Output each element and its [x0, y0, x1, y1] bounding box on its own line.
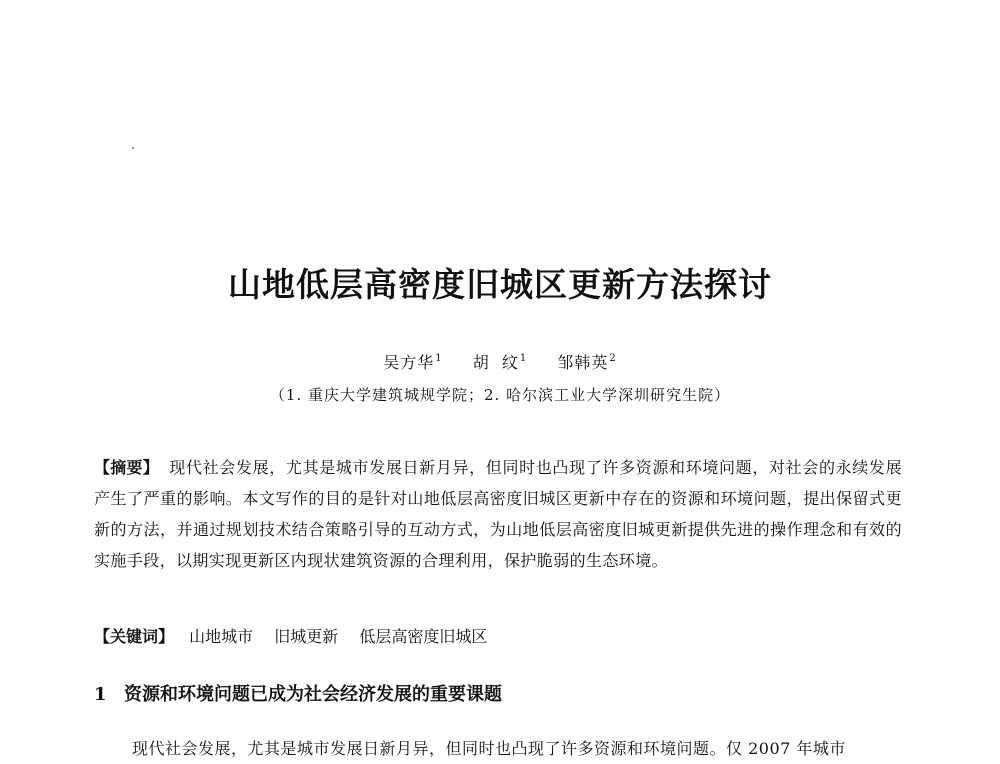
author-name: 邹韩英 [557, 353, 609, 372]
abstract [94, 452, 902, 576]
keywords [94, 622, 902, 652]
author-3 [557, 347, 616, 375]
author-name: 胡 纹 [472, 353, 519, 372]
section-heading [94, 680, 902, 710]
keyword-item: 山地城市 [189, 627, 254, 646]
abstract-text: 现代社会发展，尤其是城市发展日新月异，但同时也凸现了许多资源和环境问题，对社会的永续发展产生了严重的影响。本文写作的目的是针对山地低层高密度旧城区更新中存在的资源和环境问题，提出保留式更新的方法，并通过规划技术结合策略引导的互动方式，为山地低层高密度旧城更新提供先进的操作理念和有效的实施手段，以期实现更新区内现状建筑资源的合理利用，保护脆弱的生态环境。 [94, 458, 902, 570]
keywords-label: 【关键词】 [94, 627, 175, 646]
author-1 [383, 347, 442, 375]
affiliation-marker: 1 [435, 353, 443, 364]
author-2 [473, 347, 528, 375]
body-paragraph: 现代社会发展，尤其是城市发展日新月异，但同时也凸现了许多资源和环境问题。仅 2007 年城市 [132, 739, 846, 758]
author-name: 吴方华 [383, 353, 435, 372]
affiliations: （1. 重庆大学建筑城规学院；2. 哈尔滨工业大学深圳研究生院） [269, 386, 731, 404]
section-title: 资源和环境问题已成为社会经济发展的重要课题 [124, 684, 502, 705]
affiliation-marker: 2 [609, 353, 617, 364]
paper-title: 山地低层高密度旧城区更新方法探讨 [228, 265, 772, 304]
scan-speck [132, 147, 134, 149]
author-list [0, 347, 1000, 375]
abstract-label: 【摘要】 [94, 458, 160, 477]
affiliation-marker: 1 [519, 353, 528, 364]
keyword-item: 低层高密度旧城区 [359, 627, 488, 646]
section-number: 1 [94, 684, 107, 705]
keyword-item: 旧城更新 [274, 627, 339, 646]
